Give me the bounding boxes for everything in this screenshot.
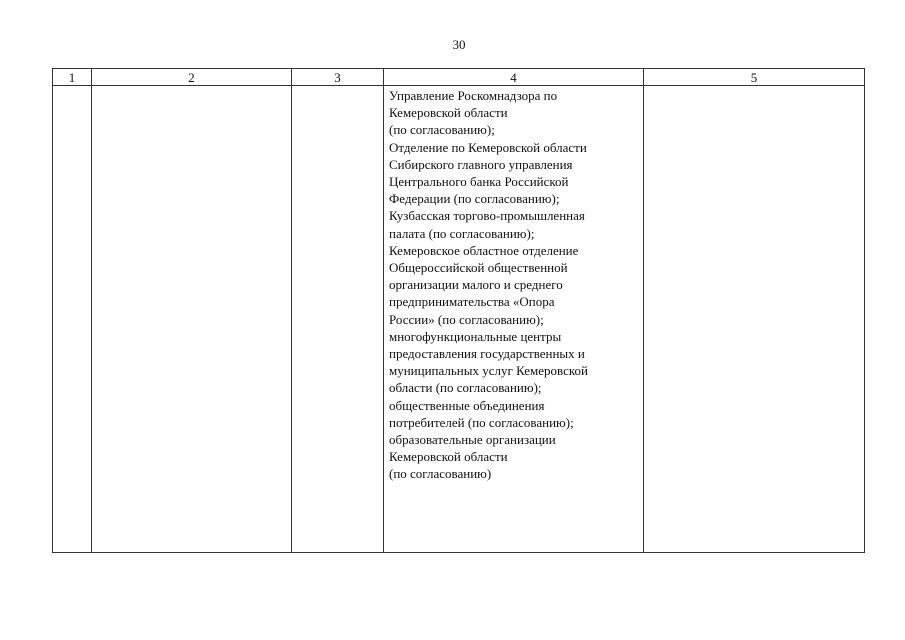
cell-col-5 bbox=[644, 86, 865, 553]
table-row bbox=[53, 86, 865, 553]
page-number: 30 bbox=[452, 37, 466, 52]
cell-col-3 bbox=[292, 86, 384, 553]
participant-entry: Кемеровское областное отделение Общероссийской общественной организации малого и среднего предпринимательства «Опора России» (по согласованию); bbox=[389, 242, 579, 327]
table-header-row bbox=[53, 69, 865, 86]
cell-col-2 bbox=[92, 86, 292, 553]
column-header-1: 1 bbox=[53, 69, 92, 86]
column-header-5: 5 bbox=[644, 69, 865, 86]
participant-entry: Кузбасская торгово-промышленная палата (по согласованию); bbox=[389, 208, 585, 241]
participant-entry: Управление Роскомнадзора по Кемеровской области (по согласованию); bbox=[389, 88, 558, 138]
cell-col-1 bbox=[53, 86, 92, 553]
participant-entry: образовательные организации Кемеровской области (по согласованию) bbox=[389, 432, 556, 482]
participant-entry: Отделение по Кемеровской области Сибирского главного управления Центрального банка Российской Федерации (по согласованию); bbox=[389, 139, 587, 207]
participant-entry: многофункциональные центры предоставления государственных и муниципальных услуг Кемеровской области (по согласованию); bbox=[389, 328, 588, 396]
participant-entry: общественные объединения потребителей (по согласованию); bbox=[389, 397, 574, 430]
column-header-3: 3 bbox=[292, 69, 384, 86]
document-table bbox=[52, 68, 865, 553]
column-header-4: 4 bbox=[384, 69, 644, 86]
column-header-2: 2 bbox=[92, 69, 292, 86]
cell-col-4-participants bbox=[384, 86, 644, 553]
